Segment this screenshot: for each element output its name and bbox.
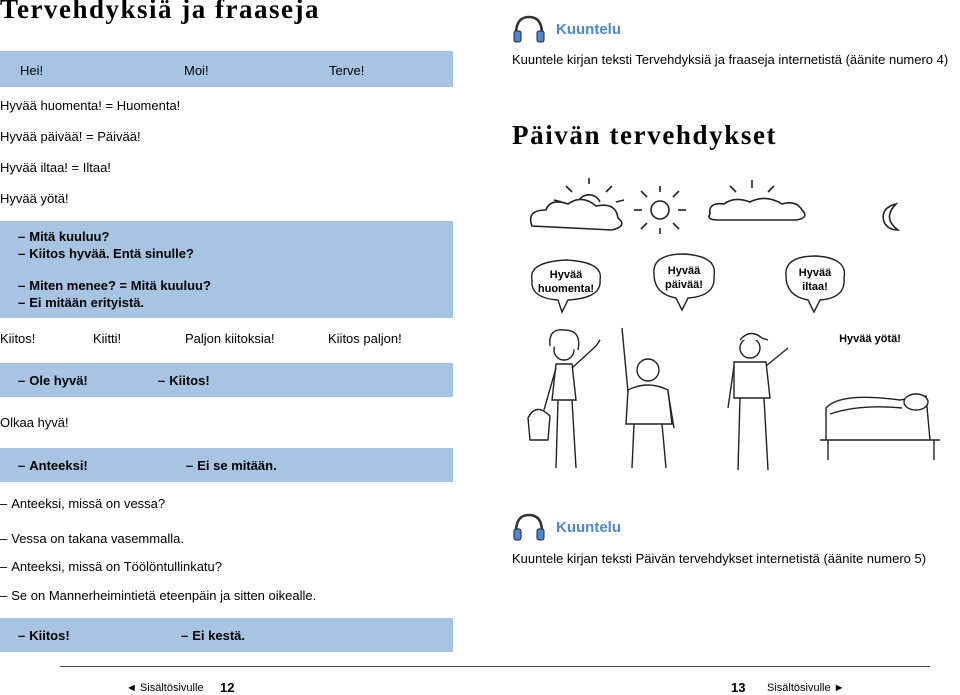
bubble-line: huomenta!	[537, 283, 595, 295]
back-to-contents-link-right[interactable]: Sisältösivulle ►	[767, 682, 845, 694]
thanks-kiitti: Kiitti!	[93, 331, 122, 346]
greeting-moi: Moi!	[184, 63, 209, 78]
greetings-illustration	[520, 178, 940, 478]
dialog-line: – Kiitos!	[18, 628, 70, 643]
dialog-line: – Miten menee? = Mitä kuuluu?	[18, 278, 211, 293]
headphones-icon	[512, 14, 546, 44]
phrase-line: Hyvää iltaa! = Iltaa!	[0, 160, 111, 175]
phrase-line: Hyvää yötä!	[0, 191, 69, 206]
listening-heading: Kuuntelu	[556, 21, 621, 38]
dialog-line: – Kiitos!	[158, 373, 210, 388]
direction-line: – Se on Mannerheimintietä eteenpäin ja sitten oikealle.	[0, 588, 316, 603]
moon-icon	[883, 204, 898, 230]
bubble-line: iltaa!	[802, 281, 828, 293]
footer-divider	[60, 666, 930, 667]
bubble-good-night: Hyvää yötä!	[839, 333, 901, 345]
man-figure	[622, 328, 674, 468]
dialog-line: – Anteeksi!	[18, 458, 88, 473]
dialog-line: – Ei kestä.	[181, 628, 245, 643]
direction-line: – Anteeksi, missä on Töölöntullinkatu?	[0, 559, 222, 574]
dialog-line: – Ei se mitään.	[186, 458, 277, 473]
dialog-line: – Ei mitään erityistä.	[18, 295, 144, 310]
page-number-left: 12	[220, 680, 235, 695]
headphones-icon	[512, 512, 546, 542]
phrase-line: Hyvää huomenta! = Huomenta!	[0, 98, 181, 113]
sleeping-person-figure	[820, 394, 940, 460]
thanks-kiitos-paljon: Kiitos paljon!	[328, 331, 402, 346]
bubble-line: Hyvää	[798, 267, 832, 279]
back-to-contents-link-left[interactable]: ◄ Sisältösivulle	[126, 682, 204, 694]
phrase-line: Hyvää päivää! = Päivää!	[0, 129, 141, 144]
thanks-kiitos: Kiitos!	[0, 331, 36, 346]
bubble-line: päivää!	[665, 279, 703, 291]
dialog-line: – Mitä kuuluu?	[18, 229, 109, 244]
greetings-band	[0, 51, 453, 87]
man-with-cap-figure	[728, 333, 788, 470]
phrase-line: Olkaa hyvä!	[0, 415, 69, 430]
cloud-sun-icon	[531, 178, 624, 230]
page-title: Tervehdyksiä ja fraaseja	[0, 0, 320, 24]
cloud-icon	[709, 180, 805, 220]
section-title: Päivän tervehdykset	[512, 120, 778, 150]
page-number-right: 13	[731, 680, 746, 695]
listening-text: Kuuntele kirjan teksti Tervehdyksiä ja fraaseja internetistä (äänite numero 4)	[512, 52, 949, 67]
woman-figure	[528, 330, 600, 468]
bubble-line: Hyvää	[549, 269, 583, 281]
greeting-terve: Terve!	[329, 63, 365, 78]
direction-line: – Vessa on takana vasemmalla.	[0, 531, 184, 546]
greeting-hei: Hei!	[20, 63, 44, 78]
thanks-paljon-kiitoksia: Paljon kiitoksia!	[185, 331, 275, 346]
bubble-line: Hyvää	[667, 265, 701, 277]
dialog-line: – Kiitos hyvää. Entä sinulle?	[18, 246, 194, 261]
listening-heading: Kuuntelu	[556, 519, 621, 536]
sun-icon	[634, 186, 686, 234]
dialog-line: – Ole hyvä!	[18, 373, 88, 388]
listening-text: Kuuntele kirjan teksti Päivän tervehdykset internetistä (äänite numero 5)	[512, 551, 927, 566]
direction-line: – Anteeksi, missä on vessa?	[0, 496, 165, 511]
